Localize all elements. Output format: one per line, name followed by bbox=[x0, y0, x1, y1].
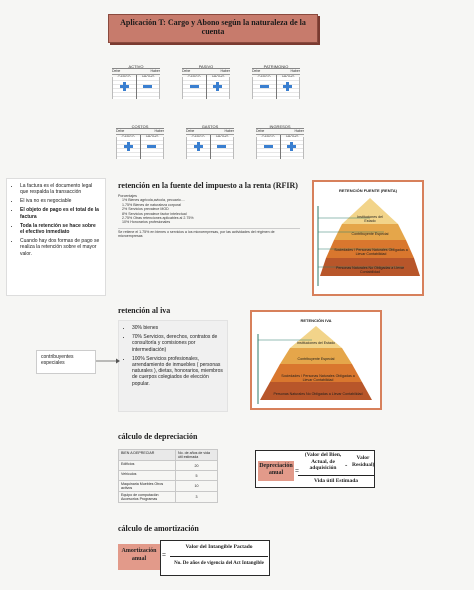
iva-title: retención al iva bbox=[118, 306, 171, 315]
t-account-divider bbox=[210, 135, 211, 159]
plus-icon bbox=[287, 142, 296, 151]
minus-icon bbox=[190, 85, 199, 88]
table-cell: 10 bbox=[176, 481, 218, 492]
amortizacion-title: cálculo de amortización bbox=[118, 524, 199, 533]
depreciacion-label: Depreciación anual bbox=[258, 461, 294, 481]
notes-list bbox=[11, 183, 101, 257]
t-account-divider bbox=[276, 75, 277, 99]
t-account-debe: Debe bbox=[252, 69, 261, 73]
pyramid-level-label: Personas Naturales No Obligadas a Llevar Contabilidad bbox=[273, 392, 363, 396]
dep-minus: - bbox=[345, 461, 348, 469]
dep-denominator: Vida útil Estimada bbox=[313, 478, 359, 484]
rfir-line: 8% Servicios prevalece factor intelectual bbox=[122, 211, 187, 216]
iva-pyramid-box bbox=[250, 310, 382, 410]
dep-equals: = bbox=[295, 467, 299, 475]
t-account-divider bbox=[280, 135, 281, 159]
minus-icon bbox=[264, 145, 273, 148]
table-cell: Vehiculos bbox=[119, 471, 176, 481]
iva-pyramid-title: RETENCIÓN IVA bbox=[300, 318, 332, 323]
pyramid-level-label: Instituciones del Estado bbox=[357, 215, 383, 223]
pyramid-level-label: Contribuyente Especial bbox=[297, 357, 335, 361]
t-account-name: COSTOS bbox=[131, 124, 149, 129]
plus-icon bbox=[120, 82, 129, 91]
plus-icon bbox=[213, 82, 222, 91]
minus-icon bbox=[147, 145, 156, 148]
t-account-name: PATRIMONIO bbox=[263, 64, 289, 69]
table-cell: Maquinaria Muebles Otros activos bbox=[119, 481, 176, 492]
t-account-name: INGRESOS bbox=[269, 124, 291, 129]
pyramid-level-label: Sociedades / Personas Naturales Obligadas a Llevar Contabilidad bbox=[334, 248, 408, 256]
pyramid-level-label: Contribuyente Especial bbox=[351, 232, 389, 236]
t-account-divider bbox=[140, 135, 141, 159]
pyramid-level-label: Personas Naturales No Obligadas a Llevar Contabilidad bbox=[335, 266, 405, 274]
table-header-row bbox=[119, 450, 218, 461]
rfir-line: 2.75% Otras retenciones aplicables al 2.75% bbox=[122, 216, 194, 221]
t-account-haber: Haber bbox=[224, 129, 234, 133]
minus-icon bbox=[217, 145, 226, 148]
t-account-haber: Haber bbox=[290, 69, 300, 73]
rfir-title: retención en la fuente del impuesto a la renta (RFIR) bbox=[118, 181, 298, 190]
plus-icon bbox=[194, 142, 203, 151]
rfir-note: Se retiene el 1.75% en bienes o servicios a los microempresas, por las actividades del régimen de microempresas bbox=[118, 228, 300, 239]
amort-numerator: Valor del Intangible Pactado bbox=[185, 544, 253, 550]
amortizacion-label: Amortización anual bbox=[118, 544, 160, 570]
dep-fraction-line bbox=[298, 475, 374, 476]
rfir-pyramid-box bbox=[312, 180, 424, 296]
table-cell: 20 bbox=[176, 461, 218, 471]
note-item: • El objeto de pago es el total de la factura bbox=[20, 207, 101, 220]
table-cell: 5 bbox=[176, 471, 218, 481]
depreciacion-title: cálculo de depreciación bbox=[118, 432, 198, 441]
t-account-haber: Haber bbox=[150, 69, 160, 73]
t-account-debe: Debe bbox=[112, 69, 121, 73]
rfir-line: 1.75% Bienes de naturaleza corporal bbox=[122, 202, 181, 207]
t-account-divider bbox=[136, 75, 137, 99]
t-account-ingresos bbox=[256, 124, 304, 159]
rfir-pyramid bbox=[314, 196, 422, 292]
amort-fraction-line bbox=[170, 556, 268, 557]
table-row bbox=[119, 481, 218, 492]
iva-item: • 100% Servicios profesionales, arrendamiento de inmuebles ( personas naturales ), dietas, honorarios, miembros de cuerpos colegiados de elección popular. bbox=[132, 356, 223, 387]
note-item: • Toda la retención se hace sobre el efectivo inmediato bbox=[20, 223, 101, 236]
t-account-debe: Debe bbox=[256, 129, 265, 133]
t-account-debe: Debe bbox=[186, 129, 195, 133]
t-account-haber: Haber bbox=[220, 69, 230, 73]
t-account-gastos bbox=[186, 124, 234, 159]
t-account-patrimonio bbox=[252, 64, 300, 99]
rfir-line: 2% Servicios prevalece MOD bbox=[122, 207, 169, 212]
table-header-cell: BIEN A DEPRECIAR bbox=[119, 450, 176, 461]
table-cell: Edificios bbox=[119, 461, 176, 471]
rfir-pyramid-title: RETENCIÓN FUENTE (RENTA) bbox=[339, 188, 397, 193]
iva-item: • 30% bienes bbox=[132, 325, 223, 331]
depreciacion-table bbox=[118, 449, 218, 503]
t-account-divider bbox=[206, 75, 207, 99]
note-item: • Cuando hay dos formas de pago se realiza la retención sobre el mayor valor. bbox=[20, 238, 101, 257]
iva-item: • 70% Servicios, derechos, contratos de consultoría y comisiones por intermediación) bbox=[132, 334, 223, 353]
t-account-debe: Debe bbox=[116, 129, 125, 133]
dep-numerator2: Valor Residual) bbox=[352, 455, 375, 468]
rfir-percentages bbox=[118, 194, 300, 239]
contribuyentes-label: contribuyentes especiales bbox=[36, 350, 96, 374]
table-row bbox=[119, 471, 218, 481]
pyramid-level-label: Instituciones del Estado bbox=[297, 341, 335, 345]
table-row bbox=[119, 461, 218, 471]
t-account-haber: Haber bbox=[154, 129, 164, 133]
minus-icon bbox=[260, 85, 269, 88]
amort-equals: = bbox=[162, 551, 166, 559]
table-header-cell: No. de años de vida útil estimada bbox=[176, 450, 218, 461]
plus-icon bbox=[124, 142, 133, 151]
rfir-line: 10% Honorarios profesionales bbox=[122, 220, 171, 225]
minus-icon bbox=[143, 85, 152, 88]
arrow-icon bbox=[96, 357, 120, 365]
pyramid-level-label: Sociedades / Personas Naturales Obligadas a Llevar Contabilidad bbox=[281, 374, 355, 382]
plus-icon bbox=[283, 82, 292, 91]
rfir-line: 1% Bienes agricola,avicola, pecuario.... bbox=[122, 198, 185, 203]
t-account-haber: Haber bbox=[294, 129, 304, 133]
t-account-name: ACTIVO bbox=[128, 64, 144, 69]
t-account-costos bbox=[116, 124, 164, 159]
page-title: Aplicación T: Cargo y Abono según la naturaleza de la cuenta bbox=[108, 14, 318, 43]
note-item: • El iva no es negociable bbox=[20, 198, 101, 204]
t-account-debe: Debe bbox=[182, 69, 191, 73]
notes-box bbox=[6, 178, 106, 296]
rfir-line: Porcentajes bbox=[118, 194, 137, 198]
amort-denominator: No. De años de vigencia del Act Intangible bbox=[174, 561, 264, 566]
t-account-name: GASTOS bbox=[201, 124, 219, 129]
iva-list-box bbox=[118, 320, 228, 412]
table-row bbox=[119, 492, 218, 503]
table-cell: 3 bbox=[176, 492, 218, 503]
t-account-activo bbox=[112, 64, 160, 99]
dep-numerator1: (Valor del Bien, Actual, de adquisición bbox=[304, 452, 342, 471]
t-account-name: PASIVO bbox=[198, 64, 214, 69]
table-cell: Equipo de computación Accesorios Programas bbox=[119, 492, 176, 503]
iva-items bbox=[123, 325, 223, 387]
note-item: • La factura es el documento legal que respalda la transacción bbox=[20, 183, 101, 196]
t-account-pasivo bbox=[182, 64, 230, 99]
